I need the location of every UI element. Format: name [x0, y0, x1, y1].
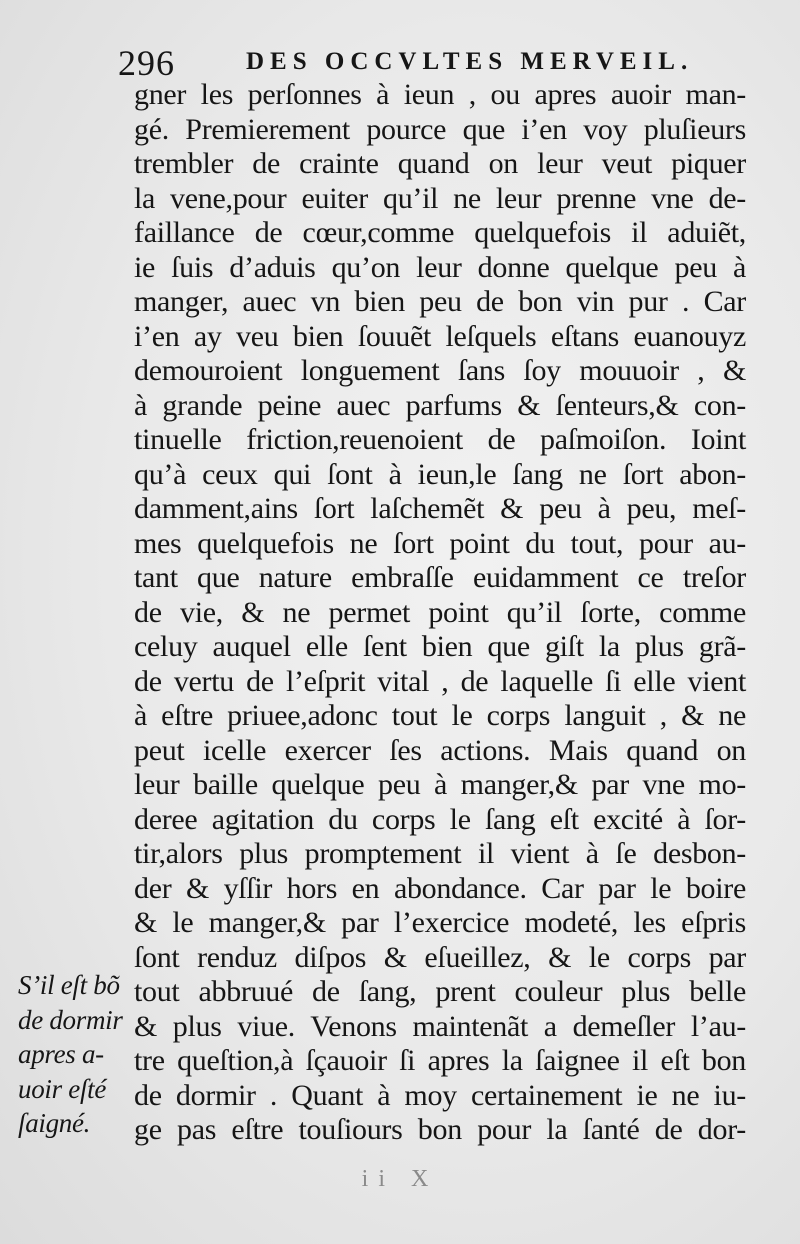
text-line: damment,ains ſort laſchemẽt & peu à peu, meſ-	[134, 492, 746, 525]
text-line: peut icelle exercer ſes actions. Mais quand on	[134, 733, 746, 767]
text-line: ſont renduz diſpos & eſueillez, & le corps par	[134, 940, 746, 974]
text-line: celuy auquel elle ſent bien que giſt la plus grã-	[134, 630, 746, 663]
text-line: gé. Premierement pource que i’en voy pluſieurs	[134, 112, 746, 146]
text-line: qu’à ceux qui ſont à ieun,le ſang ne ſort abon-	[134, 457, 746, 491]
text-line: à eſtre priuee,adonc tout le corps languit , & ne	[134, 699, 746, 732]
text-line: de dormir . Quant à moy certainement ie ne iu-	[134, 1078, 746, 1112]
page-header	[118, 38, 694, 83]
text-line: manger, auec vn bien peu de bon vin pur . Car	[134, 285, 746, 318]
marginal-note-line: S’il eſt bõ	[18, 970, 120, 1000]
signature-mark: ii X	[361, 1166, 439, 1192]
text-line: i’en ay veu bien ſouuẽt leſquels eſtans euanouyz	[134, 319, 746, 353]
text-line: & plus viue. Venons maintenãt a demeſler l’au-	[134, 1009, 746, 1043]
text-line: deree agitation du corps le ſang eſt excité à ſor-	[134, 802, 746, 836]
text-line: la vene,pour euiter qu’il ne leur prenne vne de-	[134, 181, 746, 215]
running-title: DES OCCVLTES MERVEIL.	[246, 48, 694, 75]
text-line: tant que nature embraſſe euidamment ce treſor	[134, 561, 746, 594]
text-line: gner les perſonnes à ieun , ou apres auoir man-	[134, 78, 746, 111]
text-line: tir,alors plus promptement il vient à ſe desbon-	[134, 837, 746, 870]
text-line: trembler de crainte quand on leur veut piquer	[134, 147, 746, 180]
text-line: & le manger,& par l’exercice modeté, les eſpris	[134, 906, 746, 939]
text-line: de vertu de l’eſprit vital , de laquelle ſi elle vient	[134, 664, 746, 698]
text-line: der & yſſir hors en abondance. Car par le boire	[134, 871, 746, 905]
text-line: tre queſtion,à ſçauoir ſi apres la ſaignee il eſt bon	[134, 1044, 746, 1077]
marginal-note	[18, 968, 130, 1141]
text-line: mes quelquefois ne ſort point du tout, pour au-	[134, 526, 746, 560]
text-line: de vie, & ne permet point qu’il ſorte, comme	[134, 595, 746, 629]
marginal-note-line: de dormir	[18, 1004, 123, 1035]
text-line: ge pas eſtre touſiours bon pour la ſanté de dor-	[134, 1113, 746, 1146]
text-line: ie ſuis d’aduis qu’on leur donne quelque peu à	[134, 250, 746, 284]
text-line: tout abbruué de ſang, prent couleur plus belle	[134, 975, 746, 1008]
main-text-block	[134, 78, 746, 1148]
marginal-note-line: uoir eſté	[18, 1073, 107, 1104]
text-line: demouroient longuement ſans ſoy mouuoir , &	[134, 354, 746, 387]
text-line: faillance de cœur,comme quelquefois il aduiẽt,	[134, 216, 746, 249]
page-number: 296	[118, 43, 175, 83]
marginal-note-line: apres a-	[18, 1039, 104, 1069]
text-line: à grande peine auec parfums & ſenteurs,& con-	[134, 388, 746, 422]
text-line: tinuelle friction,reuenoient de paſmoiſon. Ioint	[134, 423, 746, 456]
text-line: leur baille quelque peu à manger,& par vne mo-	[134, 768, 746, 801]
marginal-note-line: ſaigné.	[18, 1108, 91, 1138]
